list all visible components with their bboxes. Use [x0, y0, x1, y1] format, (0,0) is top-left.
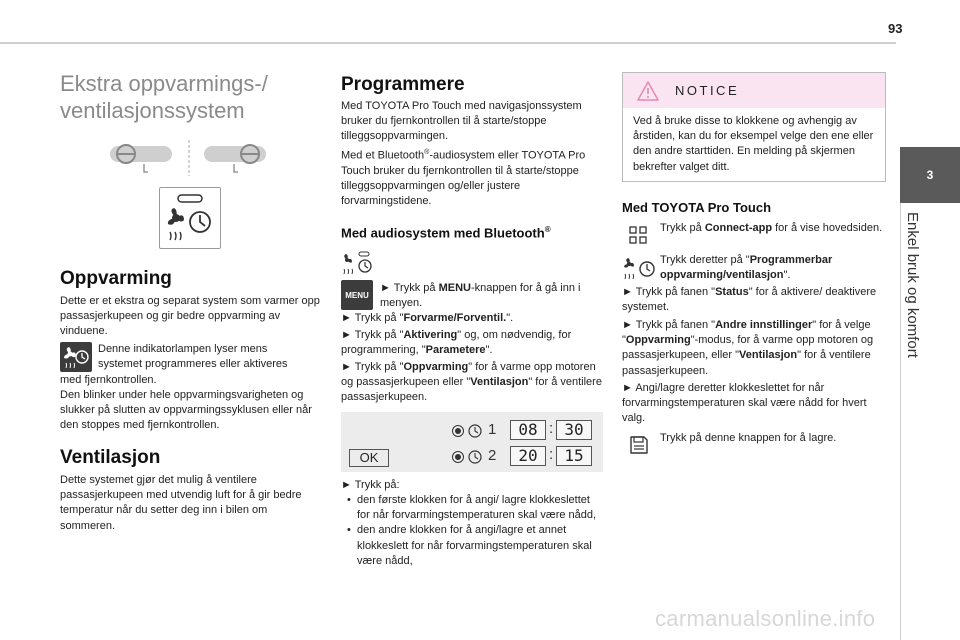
s2-c: ".	[783, 269, 791, 282]
step-3	[341, 328, 603, 358]
ventilasjon-paragraph: Dette systemet gjør det mulig å ventilere passasjerkupeen med utvendig luft for å gir bedre temperatur når du setter deg inn i bilen om sommeren.	[60, 474, 302, 532]
heading-oppvarming: Oppvarming	[60, 268, 172, 289]
clock-1-label: 1	[488, 421, 497, 438]
intro2-part-b: -audiosystem eller TOYOTA Pro Touch bruker du fjernkontrollen til å starte/stoppe tilleggsoppvarmingen og/eller justere forvarmingstidene.	[341, 149, 586, 208]
bt-heading-text: Med audiosystem med Bluetooth	[341, 225, 545, 241]
s4-f: Ventilasjon	[739, 349, 798, 362]
step-4	[341, 360, 603, 406]
header-divider	[0, 42, 896, 44]
s4-c: " for å velge "	[622, 319, 871, 347]
clock-1-minutes[interactable]: 30	[556, 420, 592, 440]
step-2	[341, 311, 603, 326]
programmere-intro-2	[341, 145, 603, 209]
step3-e: ".	[485, 344, 493, 357]
step2-c: ".	[506, 312, 514, 324]
s4-d: Oppvarming	[625, 334, 691, 347]
step1-a: ► Trykk på	[380, 282, 439, 294]
s4-a: ► Trykk på fanen "	[622, 319, 716, 331]
fan-heater-clock-icon	[622, 254, 658, 280]
heading-ventilasjon: Ventilasjon	[60, 447, 161, 468]
chapter-number: 3	[926, 168, 934, 182]
indicator-lamp-icon	[60, 342, 92, 372]
s1-a: Trykk på	[660, 222, 705, 234]
heading-programmere: Programmere	[341, 74, 465, 95]
indicator-text-line1: Denne indikatorlampen lyser mens	[98, 343, 268, 355]
step4-c: " for å varme opp motoren og passasjerkupeen eller "	[341, 361, 596, 389]
bt-registered: ®	[544, 225, 551, 234]
pro-step-3	[622, 285, 888, 315]
section-title: Ekstra oppvarmings-/ ventilasjonssystem	[60, 71, 268, 123]
notice-title: NOTICE	[675, 83, 740, 98]
step3-d: Parametere	[425, 344, 486, 357]
notice-header	[623, 73, 885, 108]
clock-1-hours[interactable]: 08	[510, 420, 546, 440]
s3-c: " for å aktivere/ deaktivere systemet.	[622, 286, 877, 314]
notice-body: Ved å bruke disse to klokkene og avhengig av årstiden, kan du for eksempel velge den ene eller den andre starttiden. En melding på skjermen bekrefter valget ditt.	[633, 115, 874, 173]
app-grid-icon	[628, 225, 648, 245]
heading-bluetooth-audio	[341, 222, 603, 241]
step3-a: ► Trykk på "	[341, 329, 404, 341]
pro-step-2	[660, 253, 888, 283]
s4-b: Andre innstillinger	[715, 319, 813, 331]
warning-triangle-icon	[637, 81, 659, 101]
bullet-first-clock: • den første klokken for å angi/ lagre klokkeslettet for når forvarmingstemperaturen skal være nådd,	[341, 493, 603, 523]
intro2-registered: ®	[424, 149, 430, 156]
chapter-tab	[900, 147, 960, 203]
fan-heater-clock-icon	[160, 188, 220, 248]
pro-step-6: Trykk på denne knappen for å lagre.	[660, 432, 837, 444]
s4-g: " for å ventilere passasjerkupeen.	[622, 349, 871, 377]
step4-a: ► Trykk på "	[341, 361, 404, 373]
s2-a: Trykk deretter på "	[660, 254, 750, 266]
step-1	[380, 281, 604, 311]
s4-e: "-modus, for å varme opp motoren og passasjerkupeen, eller "	[622, 334, 874, 362]
indicator-text-line3: med fjernkontrollen.	[60, 374, 157, 386]
step4-b: Oppvarming	[403, 361, 469, 373]
fan-heater-clock-icon	[341, 251, 375, 275]
step2-b: Forvarme/Forventil.	[403, 312, 507, 324]
heater-control-panel	[159, 187, 221, 249]
bullet-second-clock: • den andre klokken for å angi/lagre et annet klokkeslett for når forvarmingstemperaturen skal være nådd,	[341, 523, 603, 569]
pro-step-1	[660, 221, 888, 236]
clock-1-icon[interactable]	[452, 423, 486, 439]
step4-d: Ventilasjon	[470, 376, 529, 389]
heading-pro-touch: Med TOYOTA Pro Touch	[622, 200, 772, 215]
clock-2-label: 2	[488, 447, 497, 464]
s1-c: for å vise hovedsiden.	[772, 222, 883, 234]
step1-b: MENU	[438, 282, 471, 294]
clock-bullets	[341, 493, 603, 569]
steering-wheel-icon	[108, 138, 272, 178]
clock-2-minutes[interactable]: 15	[556, 446, 592, 466]
programmere-intro-1: Med TOYOTA Pro Touch med navigasjonssystem bruker du fjernkontrollen til å starte/stoppe tilleggsoppvarmingen.	[341, 100, 582, 143]
clock-2-hours[interactable]: 20	[510, 446, 546, 466]
step3-c: " og, om nødvendig, for programmering, "	[341, 329, 572, 357]
step2-a: ► Trykk på "	[341, 312, 404, 324]
pro-step-4	[622, 318, 888, 379]
clock-2-icon[interactable]	[452, 449, 486, 465]
intro2-part-a: Med et Bluetooth	[341, 149, 425, 162]
page-number: 93	[888, 21, 903, 36]
clock-1-colon: :	[549, 420, 554, 437]
step3-b: Aktivering	[403, 329, 458, 341]
ok-button[interactable]: OK	[349, 449, 389, 467]
oppvarming-paragraph-1: Dette er et ekstra og separat system som varmer opp passasjerkupeen og gir bedre oppvarming av vinduene.	[60, 295, 320, 338]
indicator-text-line2: systemet programmeres eller aktiveres	[98, 358, 288, 370]
oppvarming-paragraph-2: Den blinker under hele oppvarmingsvarigheten og slukker på slutten av oppvarmingssyklusen eller når den stoppes med fjernkontrollen.	[60, 389, 312, 432]
s2-b: Programmerbar oppvarming/ventilasjon	[660, 254, 833, 282]
pro-step-5: ► Angi/lagre deretter klokkeslettet for når forvarmingstemperaturen skal være nådd for hvert valg.	[622, 382, 867, 425]
press-on-label: ► Trykk på:	[341, 479, 400, 491]
chapter-title: Enkel bruk og komfort	[904, 212, 921, 358]
s1-b: Connect-app	[704, 222, 773, 234]
step4-e: " for å ventilere passasjerkupeen.	[341, 376, 602, 404]
clock-2-colon: :	[549, 446, 554, 463]
s3-a: ► Trykk på fanen "	[622, 286, 716, 298]
step1-c: -knappen for å gå inn i menyen.	[380, 282, 581, 310]
s3-b: Status	[715, 286, 749, 298]
menu-button-icon: MENU	[341, 280, 373, 310]
watermark: carmanualsonline.info	[655, 606, 876, 631]
save-icon	[628, 434, 650, 456]
notice-box	[622, 72, 886, 182]
